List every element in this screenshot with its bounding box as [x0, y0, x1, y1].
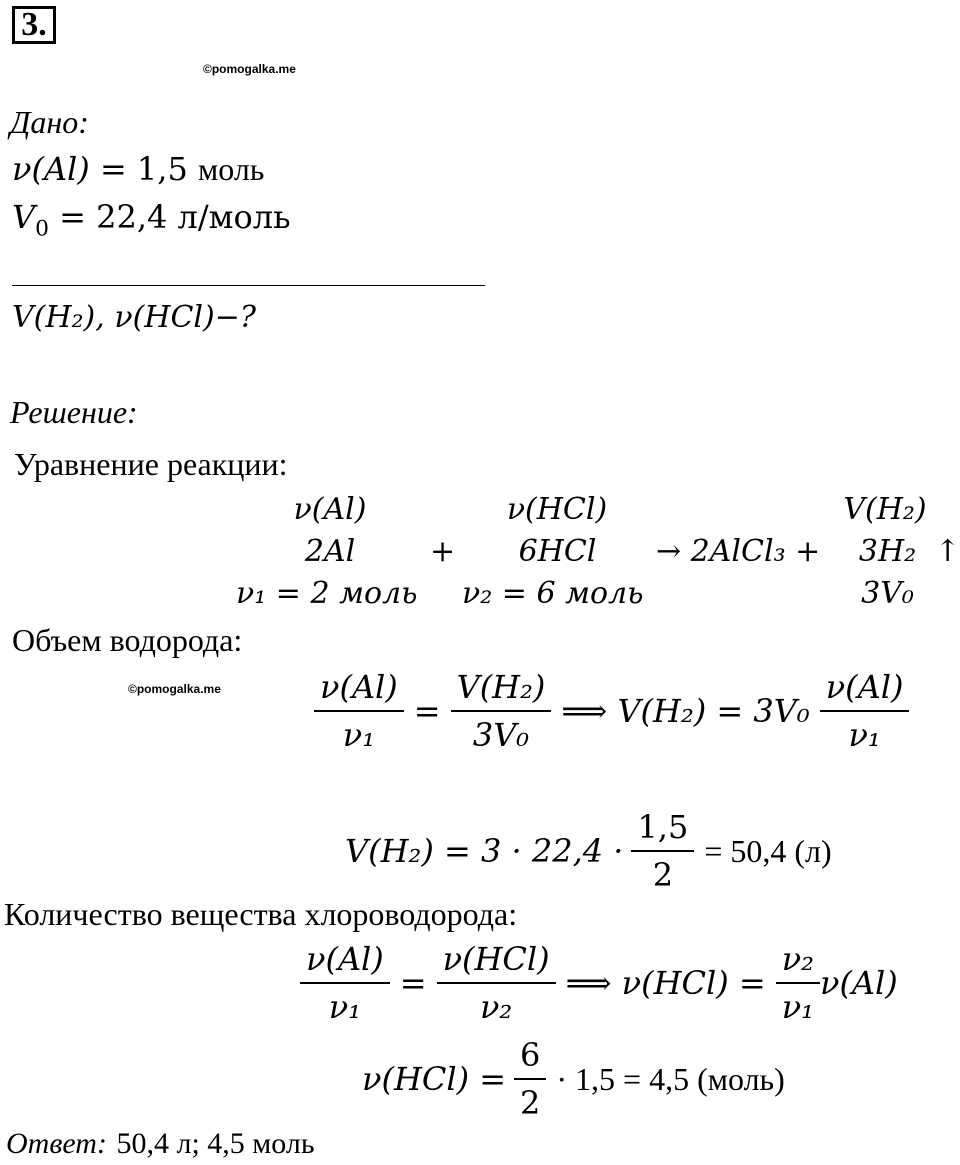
- fraction-numerator: ν(Al): [306, 940, 384, 978]
- reaction-top-h2: V(H₂): [843, 492, 927, 527]
- reaction-product: → 2AlCl₃ +: [656, 534, 821, 569]
- fraction: [314, 668, 404, 754]
- molar-volume-sub: 0: [35, 216, 49, 242]
- given-divider: [12, 285, 485, 286]
- watermark: ©pomogalka.me: [203, 62, 296, 76]
- reaction-top-hcl: ν(HCl): [506, 492, 608, 527]
- fraction: [451, 668, 552, 754]
- fraction-numerator: V(H₂): [456, 668, 546, 706]
- reaction-al: 2Al: [304, 534, 356, 569]
- volume-label: Объем водорода:: [12, 622, 243, 658]
- fraction-denominator: ν₁: [776, 982, 820, 1026]
- watermark-2: ©pomogalka.me: [128, 682, 221, 696]
- volume-calc-result: = 50,4 (л): [704, 832, 832, 869]
- given-heading: Дано:: [10, 104, 89, 140]
- hcl-formula-tail: ν(Al): [819, 964, 898, 1002]
- molar-volume-value: = 22,4 л/моль: [48, 198, 291, 236]
- fraction: [820, 668, 910, 754]
- fraction-denominator: ν₁: [300, 982, 390, 1026]
- fraction: [631, 808, 694, 894]
- equals-sign: =: [413, 692, 441, 730]
- implication: ⟹ ν(HCl) =: [565, 964, 766, 1002]
- fraction-numerator: 6: [520, 1036, 541, 1074]
- reaction-h2: 3H₂: [858, 534, 917, 569]
- equals-sign: =: [399, 964, 427, 1002]
- reaction-amount-al: ν₁ = 2 моль: [236, 576, 418, 611]
- hcl-calc-result: · 1,5 = 4,5 (моль): [556, 1060, 785, 1097]
- fraction-denominator: ν₁: [820, 710, 910, 754]
- fraction: [514, 1036, 546, 1122]
- fraction-numerator: 1,5: [637, 808, 689, 846]
- given-amount-al-unit: моль: [197, 151, 265, 187]
- hcl-formula: [300, 940, 898, 1026]
- find-line: V(H₂), ν(HCl)−?: [12, 300, 256, 335]
- given-amount-al: [12, 150, 264, 188]
- reaction-amount-hcl: ν₂ = 6 моль: [462, 576, 644, 611]
- answer-line: [6, 1126, 315, 1161]
- hcl-label: Количество вещества хлороводорода:: [4, 896, 518, 932]
- fraction-denominator: 3V₀: [451, 710, 552, 754]
- fraction: [300, 940, 390, 1026]
- volume-formula: [314, 668, 909, 754]
- gas-arrow-icon: ↑: [935, 534, 960, 569]
- fraction-numerator: ν₂: [781, 940, 814, 978]
- given-amount-al-value: 1,5: [136, 150, 188, 188]
- problem-number: 3.: [12, 6, 56, 44]
- volume-calculation: [345, 808, 842, 894]
- implication: ⟹ V(H₂) = 3V₀: [561, 692, 810, 730]
- fraction: [437, 940, 556, 1026]
- fraction-denominator: ν₂: [437, 982, 556, 1026]
- answer-label: Ответ:: [6, 1127, 107, 1160]
- fraction-numerator: ν(HCl): [442, 940, 550, 978]
- volume-calc-lhs: V(H₂) = 3 · 22,4 ·: [345, 832, 624, 870]
- reaction-hcl: 6HCl: [518, 534, 597, 569]
- fraction-denominator: ν₁: [314, 710, 404, 754]
- hcl-calc-lhs: ν(HCl) =: [362, 1060, 507, 1098]
- reaction-plus: +: [430, 534, 456, 569]
- reaction-top-al: ν(Al): [293, 492, 367, 527]
- reaction-volume-h2: 3V₀: [861, 576, 914, 611]
- fraction: [776, 940, 820, 1026]
- fraction-numerator: ν(Al): [320, 668, 398, 706]
- given-amount-al-symbol: ν(Al) =: [12, 150, 137, 188]
- fraction-numerator: ν(Al): [825, 668, 904, 706]
- hcl-calculation: [362, 1036, 795, 1122]
- solution-heading: Решение:: [10, 394, 138, 430]
- fraction-denominator: 2: [631, 850, 694, 894]
- fraction-denominator: 2: [514, 1078, 546, 1122]
- given-molar-volume: [12, 198, 291, 242]
- answer-value: 50,4 л; 4,5 моль: [116, 1127, 315, 1160]
- molar-volume-symbol: V: [12, 198, 36, 236]
- equation-label: Уравнение реакции:: [14, 446, 288, 482]
